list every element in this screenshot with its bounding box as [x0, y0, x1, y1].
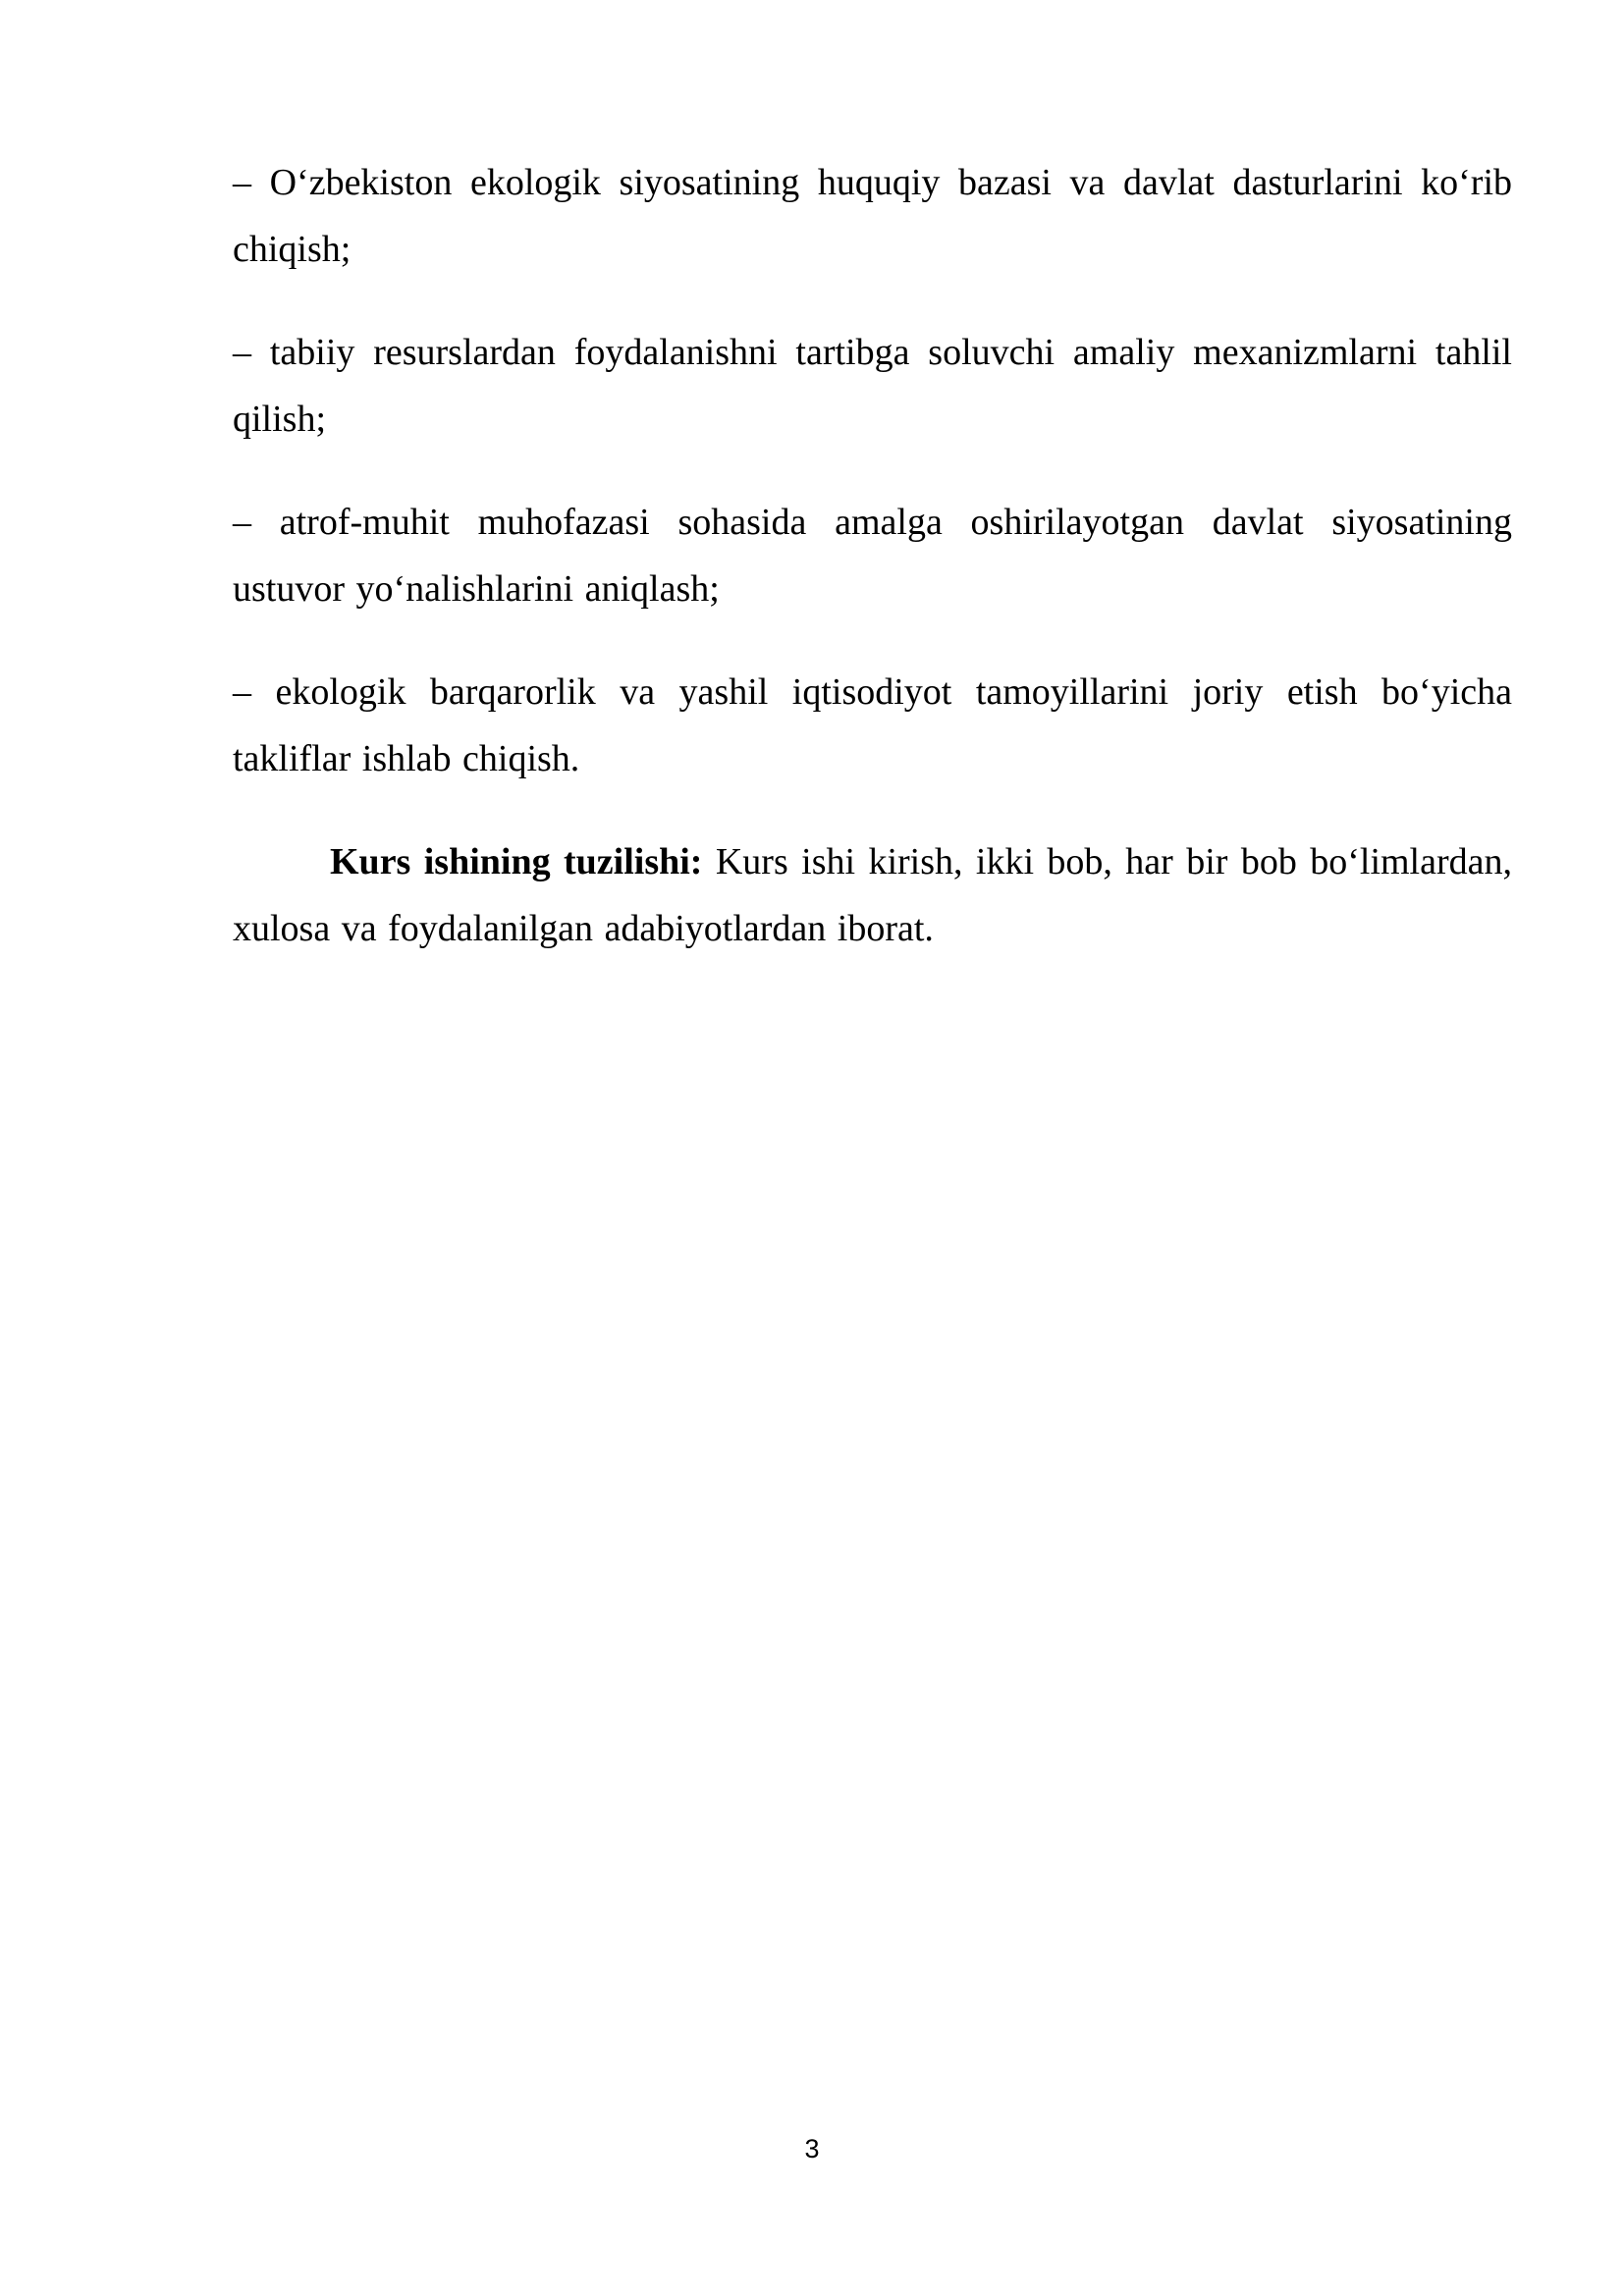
page-body — [233, 149, 1512, 998]
structure-text: Kurs ishi kirish, ikki bob, har bir bob bo‘limlardan, xulosa va foydalanilgan adabiyotlardan iborat. — [233, 841, 1513, 949]
bullet-item-1: – O‘zbekiston ekologik siyosatining huquqiy bazasi va davlat dasturlarini ko‘rib chiqish; — [233, 162, 1512, 270]
page-number: 3 — [804, 2134, 820, 2163]
structure-paragraph — [233, 828, 1512, 962]
bullet-item-4: – ekologik barqarorlik va yashil iqtisodiyot tamoyillarini joriy etish bo‘yicha takliflar ishlab chiqish. — [233, 671, 1512, 779]
structure-label: Kurs ishining tuzilishi: — [330, 841, 703, 882]
bullet-item-3: – atrof-muhit muhofazasi sohasida amalga oshirilayotgan davlat siyosatining ustuvor yo‘nalishlarini aniqlash; — [233, 502, 1512, 610]
bullet-item-2: – tabiiy resurslardan foydalanishni tartibga soluvchi amaliy mexanizmlarni tahlil qilish; — [233, 332, 1512, 440]
